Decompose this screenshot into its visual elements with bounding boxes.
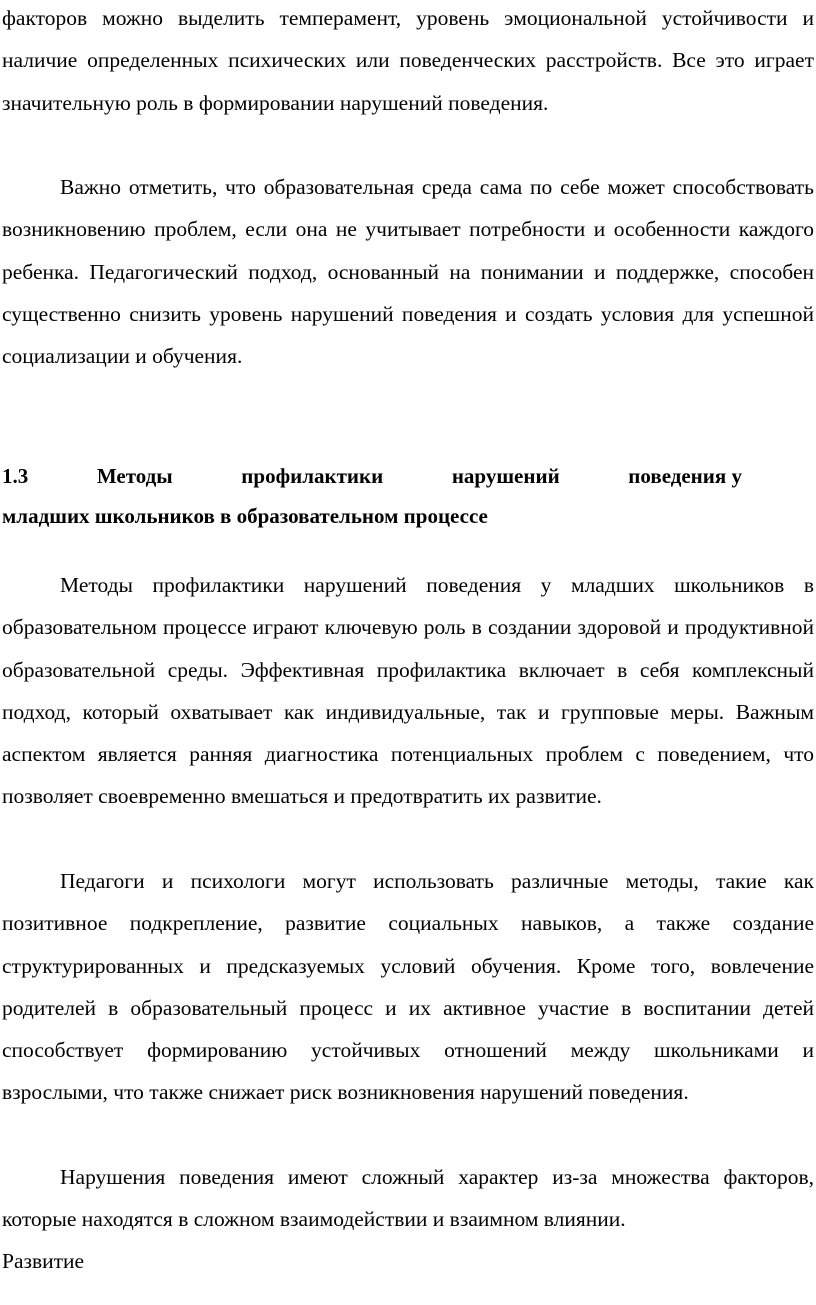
section-heading-word: нарушений [451, 464, 560, 488]
section-heading-word: профилактики [241, 464, 384, 488]
section-heading [2, 456, 742, 536]
section-heading-line-2: младших школьников в образовательном процессе [2, 504, 488, 528]
paragraph-education-environment: Важно отметить, что образовательная среда сама по себе может способствовать возникновению проблем, если она не учитывает потребности и особенности каждого ребенка. Педагогический подход, основанный на понимании и поддержке, способен существенно снизить уровень нарушений поведения и создать условия для успешной социализации и обучения. [2, 175, 814, 369]
paragraph-final-word: Развитие [2, 1249, 85, 1273]
paragraph-continuation: факторов можно выделить темперамент, уровень эмоциональной устойчивости и наличие определенных психических или поведенческих расстройств. Все это играет значительную роль в формировании нарушений поведения. [2, 6, 814, 115]
paragraph-teachers-psychologists: Педагоги и психологи могут использовать различные методы, такие как позитивное подкрепление, развитие социальных навыков, а также создание структурированных и предсказуемых условий обучения. Кроме того, вовлечение родителей в образовательный процесс и их активное участие в воспитании детей способствует формированию устойчивых отношений между школьниками и взрослыми, что также снижает риск возникновения нарушений поведения. [2, 869, 814, 1105]
section-heading-word: поведения у [628, 464, 742, 488]
paragraph-prevention-methods: Методы профилактики нарушений поведения у младших школьников в образовательном процессе играют ключевую роль в создании здоровой и продуктивной образовательной среды. Эффективная профилактика включает в себя комплексный подход, который охватывает как индивидуальные, так и групповые меры. Важным аспектом является ранняя диагностика потенциальных проблем с поведением, что позволяет своевременно вмешаться и предотвратить их развитие. [2, 573, 814, 809]
section-heading-word: Методы [96, 464, 173, 488]
section-heading-line-1 [2, 456, 742, 496]
paragraph-behavior-disorders: Нарушения поведения имеют сложный характер из-за множества факторов, которые находятся в сложном взаимодействии и взаимном влиянии. [2, 1165, 814, 1232]
section-number: 1.3 [2, 464, 29, 488]
